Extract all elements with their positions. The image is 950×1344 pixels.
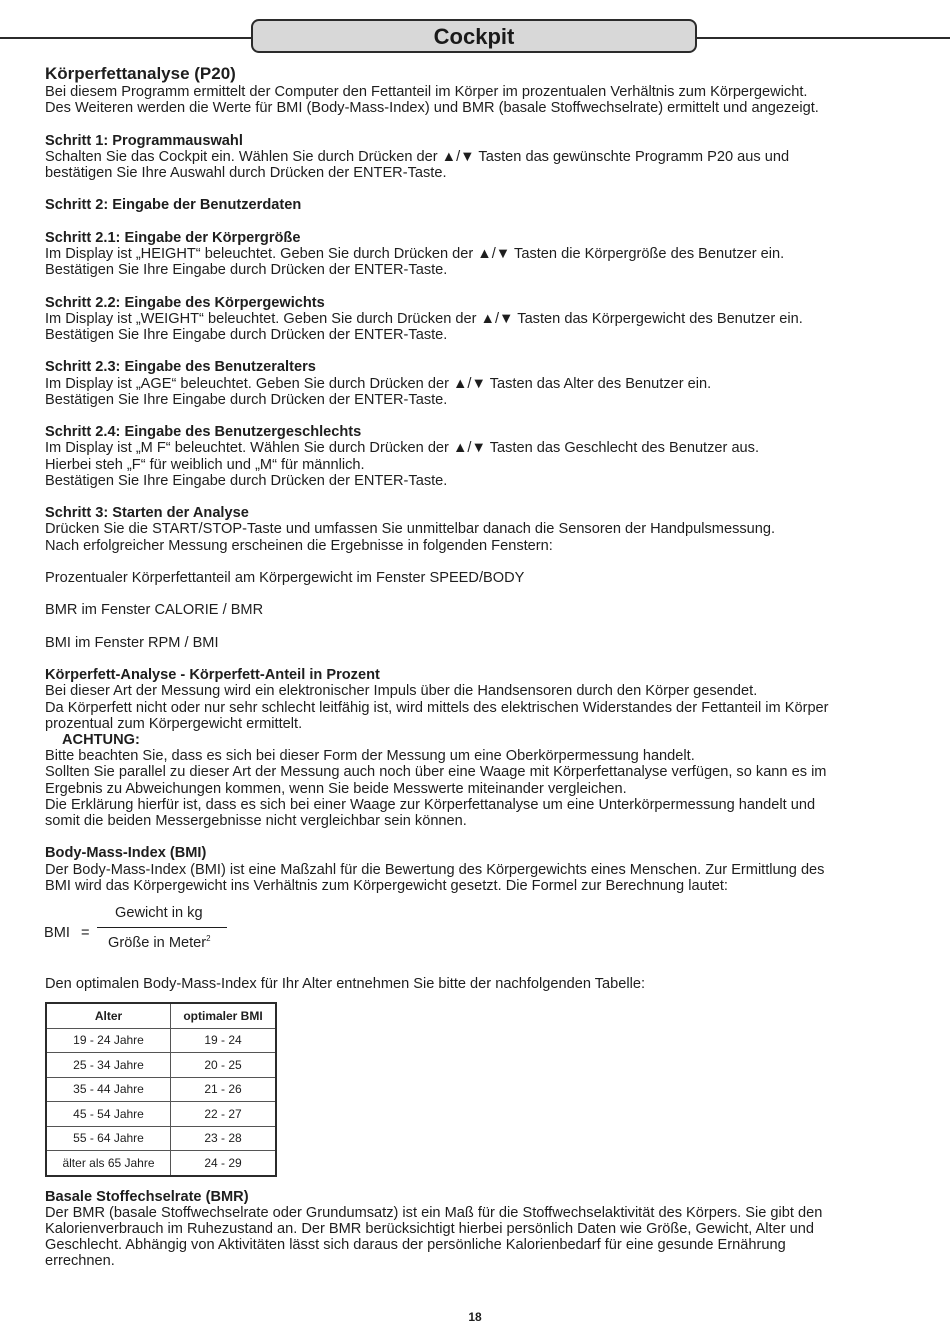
table-cell: 19 - 24 bbox=[171, 1028, 277, 1053]
table-header: optimaler BMI bbox=[171, 1003, 277, 1028]
step22-line: Bestätigen Sie Ihre Eingabe durch Drücken der ENTER-Taste. bbox=[45, 326, 448, 343]
attention-line: Die Erklärung hierfür ist, dass es sich bei einer Waage zur Körperfettanalyse um eine Unterkörpermessung handelt und bbox=[45, 796, 816, 813]
bmi-table bbox=[45, 1002, 277, 1177]
step21-heading: Schritt 2.1: Eingabe der Körpergröße bbox=[45, 229, 301, 246]
result-bmr: BMR im Fenster CALORIE / BMR bbox=[45, 602, 264, 619]
step22-heading: Schritt 2.2: Eingabe des Körpergewichts bbox=[45, 294, 325, 311]
step3-line: Drücken Sie die START/STOP-Taste und umfassen Sie unmittelbar danach die Sensoren der Handpulsmessung. bbox=[45, 521, 776, 538]
bodyfat-line: Da Körperfett nicht oder nur sehr schlecht leitfähig ist, wird mittels des elektrischen Widerstandes der Fettanteil im Körper bbox=[45, 699, 829, 716]
page-title: Cockpit bbox=[433, 24, 515, 49]
bmr-line: Kalorienverbrauch im Ruhezustand an. Der BMR berücksichtigt hierbei persönlich Daten wie Größe, Gewicht, Alter und bbox=[45, 1221, 814, 1238]
bodyfat-heading: Körperfett-Analyse - Körperfett-Anteil in Prozent bbox=[45, 667, 380, 684]
page-number: 18 bbox=[468, 1310, 482, 1324]
step23-heading: Schritt 2.3: Eingabe des Benutzeralters bbox=[45, 359, 316, 376]
table-intro: Den optimalen Body-Mass-Index für Ihr Alter entnehmen Sie bitte der nachfolgenden Tabelle: bbox=[45, 975, 646, 992]
attention-line: Sollten Sie parallel zu dieser Art der Messung auch noch über eine Waage mit Körperfettanalyse verfügen, so kann es im bbox=[45, 764, 827, 781]
table-cell: 35 - 44 Jahre bbox=[46, 1077, 171, 1102]
step24-line: Im Display ist „M F“ beleuchtet. Wählen Sie durch Drücken der ▲/▼ Tasten das Geschlecht des Benutzer aus. bbox=[45, 440, 760, 457]
header-rule-left bbox=[0, 37, 252, 39]
table-row bbox=[46, 1151, 276, 1176]
attention-label: ACHTUNG: bbox=[62, 731, 140, 748]
fraction-bar bbox=[97, 927, 227, 928]
table-cell: 23 - 28 bbox=[171, 1126, 277, 1151]
step21-line: Bestätigen Sie Ihre Eingabe durch Drücken der ENTER-Taste. bbox=[45, 262, 448, 279]
table-cell: 22 - 27 bbox=[171, 1102, 277, 1127]
table-cell: älter als 65 Jahre bbox=[46, 1151, 171, 1176]
header-rule-right bbox=[697, 37, 950, 39]
table-row bbox=[46, 1102, 276, 1127]
step1-line: bestätigen Sie Ihre Auswahl durch Drücken der ENTER-Taste. bbox=[45, 165, 447, 181]
step24-heading: Schritt 2.4: Eingabe des Benutzergeschlechts bbox=[45, 424, 362, 441]
attention-line: somit die beiden Messergebnisse nicht vergleichbar sein können. bbox=[45, 812, 467, 829]
bmr-line: Geschlecht. Abhängig von Aktivitäten lässt sich daraus der persönliche Kalorienbedarf für eine gesunde Ernährung bbox=[45, 1237, 786, 1254]
bmi-heading: Body-Mass-Index (BMI) bbox=[45, 845, 207, 862]
step2-heading: Schritt 2: Eingabe der Benutzerdaten bbox=[45, 197, 302, 214]
bmr-heading: Basale Stoffechselrate (BMR) bbox=[45, 1188, 249, 1205]
intro-line: Des Weiteren werden die Werte für BMI (Body-Mass-Index) und BMR (basale Stoffwechselrate) ermittelt und angezeigt. bbox=[45, 100, 819, 117]
bmi-line: Der Body-Mass-Index (BMI) ist eine Maßzahl für die Bewertung des Körpergewichts eines Menschen. Zur Ermittlung des bbox=[45, 861, 825, 878]
formula-numerator: Gewicht in kg bbox=[115, 904, 203, 921]
step3-line: Nach erfolgreicher Messung erscheinen die Ergebnisse in folgenden Fenstern: bbox=[45, 537, 553, 554]
bmr-line: Der BMR (basale Stoffwechselrate oder Grundumsatz) ist ein Maß für die Stoffwechselaktivität des Körpers. Sie gibt den bbox=[45, 1204, 823, 1221]
step3-heading: Schritt 3: Starten der Analyse bbox=[45, 505, 249, 522]
step23-line: Im Display ist „AGE“ beleuchtet. Geben Sie durch Drücken der ▲/▼ Tasten das Alter des Benutzer ein. bbox=[45, 375, 712, 392]
document-body bbox=[45, 64, 915, 1270]
table-cell: 25 - 34 Jahre bbox=[46, 1053, 171, 1078]
intro-line: Bei diesem Programm ermittelt der Computer den Fettanteil im Körper im prozentualen Verhältnis zum Körpergewicht. bbox=[45, 84, 808, 100]
table-header-row bbox=[46, 1003, 276, 1028]
step1-heading: Schritt 1: Programmauswahl bbox=[45, 132, 243, 149]
table-cell: 24 - 29 bbox=[171, 1151, 277, 1176]
table-cell: 21 - 26 bbox=[171, 1077, 277, 1102]
table-cell: 55 - 64 Jahre bbox=[46, 1126, 171, 1151]
table-row bbox=[46, 1028, 276, 1053]
step24-line: Bestätigen Sie Ihre Eingabe durch Drücken der ENTER-Taste. bbox=[45, 472, 448, 489]
step24-line: Hierbei steh „F“ für weiblich und „M“ für männlich. bbox=[45, 456, 365, 473]
table-row bbox=[46, 1126, 276, 1151]
table-row bbox=[46, 1053, 276, 1078]
bodyfat-line: prozentual zum Körpergewicht ermittelt. bbox=[45, 715, 303, 732]
bmi-line: BMI wird das Körpergewicht ins Verhältnis zum Körpergewicht gesetzt. Die Formel zur Berechnung lautet: bbox=[45, 877, 728, 894]
table-cell: 45 - 54 Jahre bbox=[46, 1102, 171, 1127]
table-cell: 20 - 25 bbox=[171, 1053, 277, 1078]
section-title: Körperfettanalyse (P20) bbox=[45, 64, 236, 83]
formula-equals: = bbox=[81, 924, 90, 941]
result-bmi: BMI im Fenster RPM / BMI bbox=[45, 634, 219, 651]
result-body-fat: Prozentualer Körperfettanteil am Körpergewicht im Fenster SPEED/BODY bbox=[45, 569, 525, 586]
bmi-formula bbox=[45, 902, 915, 956]
formula-lhs: BMI bbox=[44, 924, 70, 941]
attention-line: Bitte beachten Sie, dass es sich bei dieser Form der Messung um eine Oberkörpermessung handelt. bbox=[45, 748, 695, 765]
formula-exponent: 2 bbox=[206, 933, 211, 943]
header-box bbox=[251, 19, 697, 53]
step1-line: Schalten Sie das Cockpit ein. Wählen Sie durch Drücken der ▲/▼ Tasten das gewünschte Programm P20 aus und bbox=[45, 148, 790, 165]
table-row bbox=[46, 1077, 276, 1102]
bodyfat-line: Bei dieser Art der Messung wird ein elektronischer Impuls über die Handsensoren durch den Körper gesendet. bbox=[45, 683, 758, 700]
table-header: Alter bbox=[46, 1003, 171, 1028]
step22-line: Im Display ist „WEIGHT“ beleuchtet. Geben Sie durch Drücken der ▲/▼ Tasten das Körpergewicht des Benutzer ein. bbox=[45, 310, 803, 327]
step23-line: Bestätigen Sie Ihre Eingabe durch Drücken der ENTER-Taste. bbox=[45, 391, 448, 408]
bmr-line: errechnen. bbox=[45, 1253, 115, 1270]
attention-line: Ergebnis zu Abweichungen kommen, wenn Sie beide Messwerte miteinander vergleichen. bbox=[45, 780, 627, 797]
formula-denominator: Größe in Meter bbox=[108, 934, 207, 951]
table-cell: 19 - 24 Jahre bbox=[46, 1028, 171, 1053]
step21-line: Im Display ist „HEIGHT“ beleuchtet. Geben Sie durch Drücken der ▲/▼ Tasten die Körpergröße des Benutzer ein. bbox=[45, 245, 785, 262]
formula-denominator-wrap bbox=[108, 931, 211, 951]
